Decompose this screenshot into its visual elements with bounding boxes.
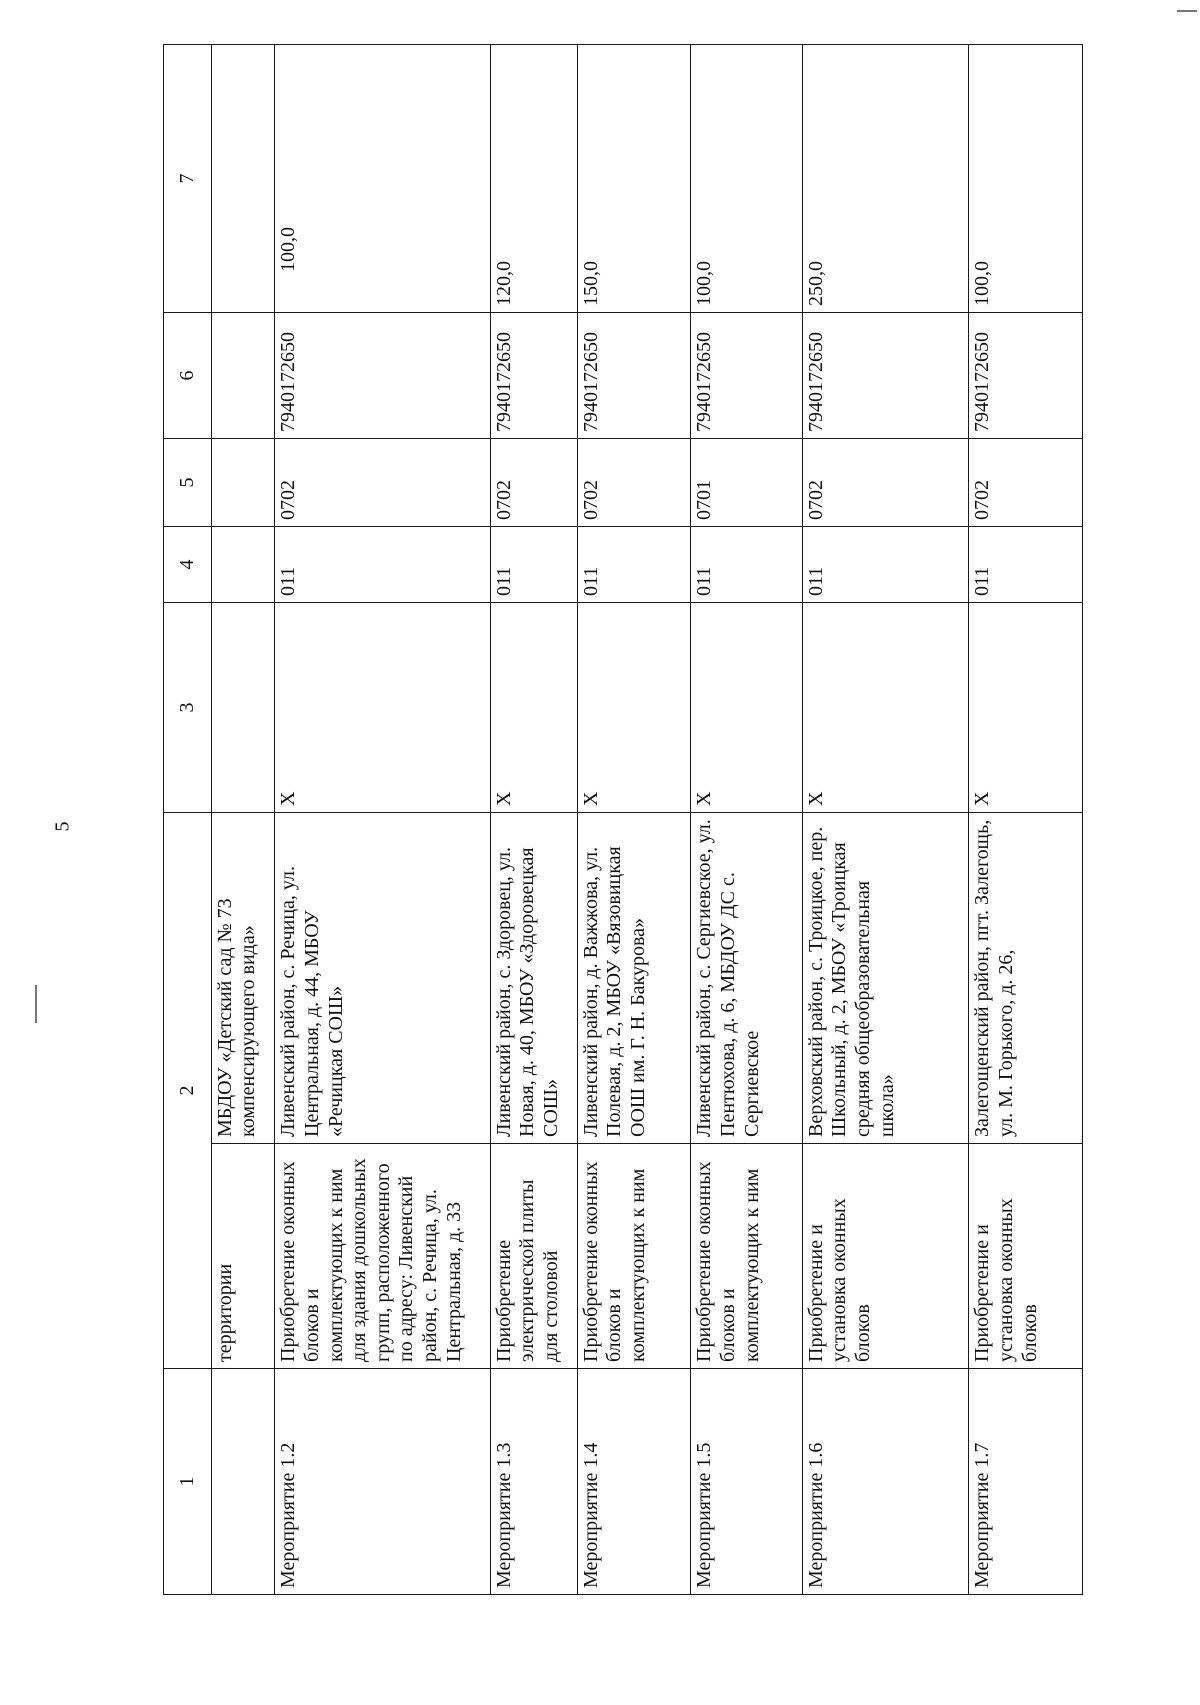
event-cell: Мероприятие 1.7 bbox=[969, 1369, 1083, 1595]
header-cell-4: 4 bbox=[164, 527, 212, 603]
event-cell: Мероприятие 1.3 bbox=[490, 1369, 577, 1595]
col5-cell: 0702 bbox=[490, 439, 577, 527]
col6-cell: 7940172650 bbox=[969, 313, 1083, 439]
col3-cell: Х bbox=[577, 603, 691, 813]
cell bbox=[211, 45, 275, 313]
header-cell-3: 3 bbox=[164, 603, 212, 813]
col6-cell: 7940172650 bbox=[490, 313, 577, 439]
header-row bbox=[164, 45, 212, 1595]
col6-cell: 7940172650 bbox=[275, 313, 490, 439]
col6-cell: 7940172650 bbox=[577, 313, 691, 439]
cell bbox=[211, 1369, 275, 1595]
col6-cell: 7940172650 bbox=[802, 313, 969, 439]
col7-cell: 100,0 bbox=[691, 45, 802, 313]
col5-cell: 0701 bbox=[691, 439, 802, 527]
col4-cell: 011 bbox=[577, 527, 691, 603]
page-number: 5 bbox=[51, 821, 74, 832]
header-cell-2: 2 bbox=[164, 813, 212, 1369]
col4-cell: 011 bbox=[802, 527, 969, 603]
cell bbox=[211, 313, 275, 439]
col3-cell: Х bbox=[802, 603, 969, 813]
col3-cell: Х bbox=[691, 603, 802, 813]
address-cell: Ливенский район, с. Сергиевское, ул. Пентюхова, д. 6, МБДОУ ДС с. Сергиевское bbox=[691, 813, 802, 1144]
table-row bbox=[691, 45, 802, 1595]
col7-cell: 250,0 bbox=[802, 45, 969, 313]
rotated-table-container bbox=[163, 45, 1083, 1595]
budget-table bbox=[163, 44, 1083, 1595]
col5-cell: 0702 bbox=[802, 439, 969, 527]
continuation-row bbox=[211, 45, 275, 1595]
col6-cell: 7940172650 bbox=[691, 313, 802, 439]
header-cell-6: 6 bbox=[164, 313, 212, 439]
name-cell: Приобретение оконных блоков и комплектующих к ним для здания дошкольных групп, расположенного по адресу: Ливенский район, с. Речица, ул. Центральная, д. 33 bbox=[275, 1144, 490, 1369]
name-cell: Приобретение оконных блоков и комплектующих к ним bbox=[577, 1144, 691, 1369]
event-cell: Мероприятие 1.4 bbox=[577, 1369, 691, 1595]
table-row bbox=[969, 45, 1083, 1595]
col5-cell: 0702 bbox=[577, 439, 691, 527]
col3-cell: Х bbox=[969, 603, 1083, 813]
header-cell-7: 7 bbox=[164, 45, 212, 313]
table-row bbox=[577, 45, 691, 1595]
name-cell: Приобретение оконных блоков и комплектующих к ним bbox=[691, 1144, 802, 1369]
cell bbox=[211, 603, 275, 813]
table-row bbox=[275, 45, 490, 1595]
address-cell: Верховский район, с. Троицкое, пер. Школьный, д. 2, МБОУ «Троицкая средняя общеобразовательная школа» bbox=[802, 813, 969, 1144]
address-cell: Ливенский район, с. Речица, ул. Центральная, д. 44, МБОУ «Речицкая СОШ» bbox=[275, 813, 490, 1144]
col4-cell: 011 bbox=[490, 527, 577, 603]
col7-cell: 100,0 bbox=[275, 45, 490, 313]
col7-cell: 150,0 bbox=[577, 45, 691, 313]
col7-cell: 120,0 bbox=[490, 45, 577, 313]
col3-cell: Х bbox=[490, 603, 577, 813]
address-cell: Залегощенский район, пгт. Залегощь, ул. М. Горького, д. 26, bbox=[969, 813, 1083, 1144]
scan-artifact bbox=[35, 985, 37, 1023]
address-cell: Ливенский район, д. Важжова, ул. Полевая, д. 2, МБОУ «Вязовицкая ООШ им. Г. Н. Бакурова» bbox=[577, 813, 691, 1144]
event-cell: Мероприятие 1.2 bbox=[275, 1369, 490, 1595]
col5-cell: 0702 bbox=[969, 439, 1083, 527]
cell: МБДОУ «Детский сад № 73 компенсирующего вида» bbox=[211, 813, 275, 1144]
col4-cell: 011 bbox=[691, 527, 802, 603]
header-cell-1: 1 bbox=[164, 1369, 212, 1595]
scan-artifact bbox=[1177, 10, 1197, 12]
col4-cell: 011 bbox=[969, 527, 1083, 603]
event-cell: Мероприятие 1.5 bbox=[691, 1369, 802, 1595]
name-cell: Приобретение электрической плиты для столовой bbox=[490, 1144, 577, 1369]
cell bbox=[211, 439, 275, 527]
col7-cell: 100,0 bbox=[969, 45, 1083, 313]
address-cell: Ливенский район, с. Здоровец, ул. Новая, д. 40, МБОУ «Здоровецкая СОШ» bbox=[490, 813, 577, 1144]
event-cell: Мероприятие 1.6 bbox=[802, 1369, 969, 1595]
table-row bbox=[802, 45, 969, 1595]
col3-cell: Х bbox=[275, 603, 490, 813]
name-cell: Приобретение и установка оконных блоков bbox=[969, 1144, 1083, 1369]
col4-cell: 011 bbox=[275, 527, 490, 603]
cell bbox=[211, 527, 275, 603]
cell: территории bbox=[211, 1144, 275, 1369]
header-cell-5: 5 bbox=[164, 439, 212, 527]
col5-cell: 0702 bbox=[275, 439, 490, 527]
table-row bbox=[490, 45, 577, 1595]
name-cell: Приобретение и установка оконных блоков bbox=[802, 1144, 969, 1369]
